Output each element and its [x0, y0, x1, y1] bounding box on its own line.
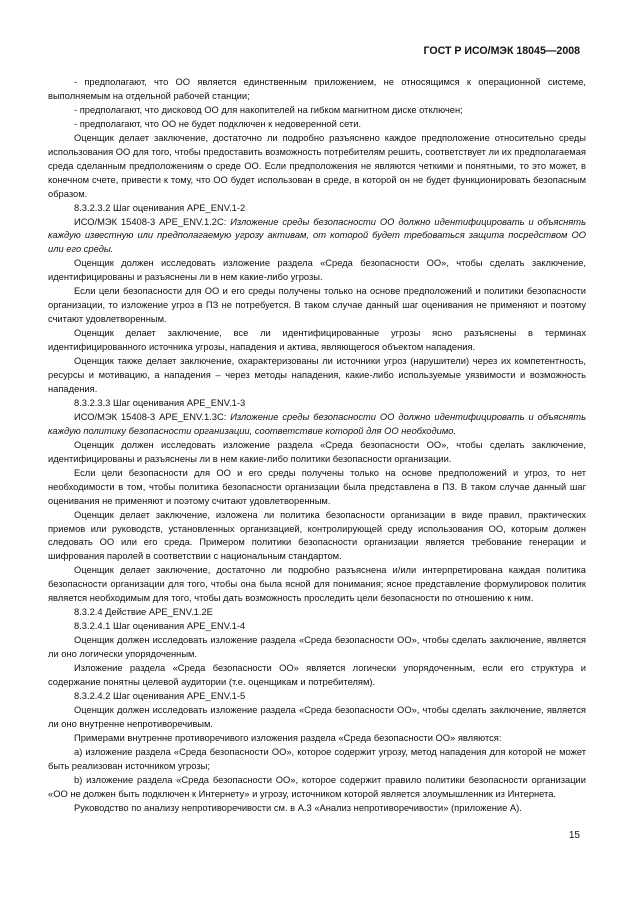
paragraph: Оценщик делает заключение, все ли идентифицированные угрозы ясно разъяснены в терминах идентифицированного источника угрозы, нападения и актива, являющегося объектом нападения.: [48, 328, 586, 353]
list-item: b) изложение раздела «Среда безопасности ОО», которое содержит правило политики безопасности организации «ОО не должен быть подключен к Интернету» и угрозу, источником которой является злоумышленник из Интернета.: [48, 774, 586, 799]
paragraph: Оценщик делает заключение, изложена ли политика безопасности организации в виде правил, практических приемов или руководств, установленных организацией, контролирующей среду использования ОО, которым должен следовать ОО или его среда. Примером политики безопасности организации является требование генерации и шифрования паролей в соответствии с национальным стандартом.: [48, 509, 586, 562]
paragraph: Оценщик также делает заключение, охарактеризованы ли источники угроз (нарушители) через их компетентность, ресурсы и мотивацию, а нападения – через методы нападения, какие-либо используемые уязвимости и возможность нападения.: [48, 356, 586, 394]
paragraph: Если цели безопасности для ОО и его среды получены только на основе предположений и политики безопасности организации, то изложение угроз в ПЗ не потребуется. В таком случае данный шаг оценивания не применяют и поэтому считают удовлетворенным.: [48, 286, 586, 325]
list-item: a) изложение раздела «Среда безопасности ОО», которое содержит угрозу, метод нападения для которой не может быть реализован источником угрозы;: [48, 746, 586, 771]
document-header: ГОСТ Р ИСО/МЭК 18045—2008: [423, 45, 580, 57]
paragraph: Оценщик должен исследовать изложение раздела «Среда безопасности ОО», чтобы сделать заключение, идентифицированы и разъяснены ли в нем какие-либо политики безопасности организации.: [48, 439, 586, 464]
section-heading: 8.3.2.4.2 Шаг оценивания APE_ENV.1-5: [74, 690, 246, 701]
paragraph: Изложение раздела «Среда безопасности ОО» является логически упорядоченным, если его структура и содержание понятны целевой аудитории (т.е. оценщикам и потребителям).: [48, 663, 586, 687]
paragraph: Оценщик делает заключение, достаточно ли подробно разъяснено каждое предположение относительно среды использования ОО для того, чтобы предоставить возможность потребителям решить, соответствует ли их предполагаемая среда сделанным предположениям о среде ОО. Если предположения не являются четкими и понятными, то это может, в конечном счете, привести к тому, что ОО будет использован в среде, в которой он не будет функционировать безопасным образом.: [48, 132, 586, 199]
paragraph: Если цели безопасности для ОО и его среды получены только на основе предположений и угроз, то нет необходимости в том, чтобы политика безопасности организации была представлена в ПЗ. В таком случае данный шаг оценивания не применяют и поэтому считают удовлетворенным.: [48, 467, 586, 506]
paragraph: Примерами внутренне противоречивого изложения раздела «Среда безопасности ОО» являются:: [74, 732, 502, 743]
paragraph: Оценщик делает заключение, достаточно ли подробно разъяснена и/или интерпретирована каждая политика безопасности организации для того, чтобы она была ясной для понимания; ясное представление формулировок политик является необходимым для того, чтобы дать возможность проследить цели безопасности по отношению к ним.: [48, 565, 586, 604]
section-heading: 8.3.2.4.1 Шаг оценивания APE_ENV.1-4: [74, 621, 246, 632]
section-heading: 8.3.2.3.3 Шаг оценивания APE_ENV.1-3: [74, 397, 246, 408]
paragraph: Оценщик должен исследовать изложение раздела «Среда безопасности ОО», чтобы сделать заключение, является ли оно логически упорядоченным.: [48, 635, 586, 660]
requirement-ref: ИСО/МЭК 15408-3 APE_ENV.1.2C:: [74, 216, 231, 227]
paragraph: Оценщик должен исследовать изложение раздела «Среда безопасности ОО», чтобы сделать заключение, идентифицированы и разъяснены ли в нем какие-либо угрозы.: [48, 258, 586, 283]
requirement-paragraph: [48, 216, 586, 258]
section-heading: 8.3.2.3.2 Шаг оценивания APE_ENV.1-2: [74, 202, 246, 213]
section-heading: 8.3.2.4 Действие APE_ENV.1.2E: [74, 607, 213, 618]
requirement-text: Изложение среды безопасности ОО должно идентифицировать и объяснять каждую известную или предполагаемую угрозу активам, от которой будет требоваться защита посредством ОО или его среды.: [48, 216, 586, 255]
requirement-paragraph: [48, 411, 586, 439]
page-body: [48, 76, 586, 816]
paragraph: - предполагают, что ОО является единственным приложением, не относящимся к операционной системе, выполняемым на отдельной рабочей станции;: [48, 77, 586, 101]
page-number: 15: [568, 830, 580, 841]
paragraph: - предполагают, что ОО не будет подключен к недоверенной сети.: [74, 118, 362, 129]
requirement-text: Изложение среды безопасности ОО должно идентифицировать и объяснять каждую политику безопасности организации, соответствие которой для ОО необходимо.: [48, 411, 586, 436]
paragraph: - предполагают, что дисковод ОО для накопителей на гибком магнитном диске отключен;: [74, 104, 463, 115]
paragraph: Руководство по анализу непротиворечивости см. в А.3 «Анализ непротиворечивости» (приложение А).: [74, 802, 522, 813]
requirement-ref: ИСО/МЭК 15408-3 APE_ENV.1.3C:: [74, 411, 231, 422]
paragraph: Оценщик должен исследовать изложение раздела «Среда безопасности ОО», чтобы сделать заключение, является ли оно внутренне непротиворечивым.: [48, 704, 586, 729]
